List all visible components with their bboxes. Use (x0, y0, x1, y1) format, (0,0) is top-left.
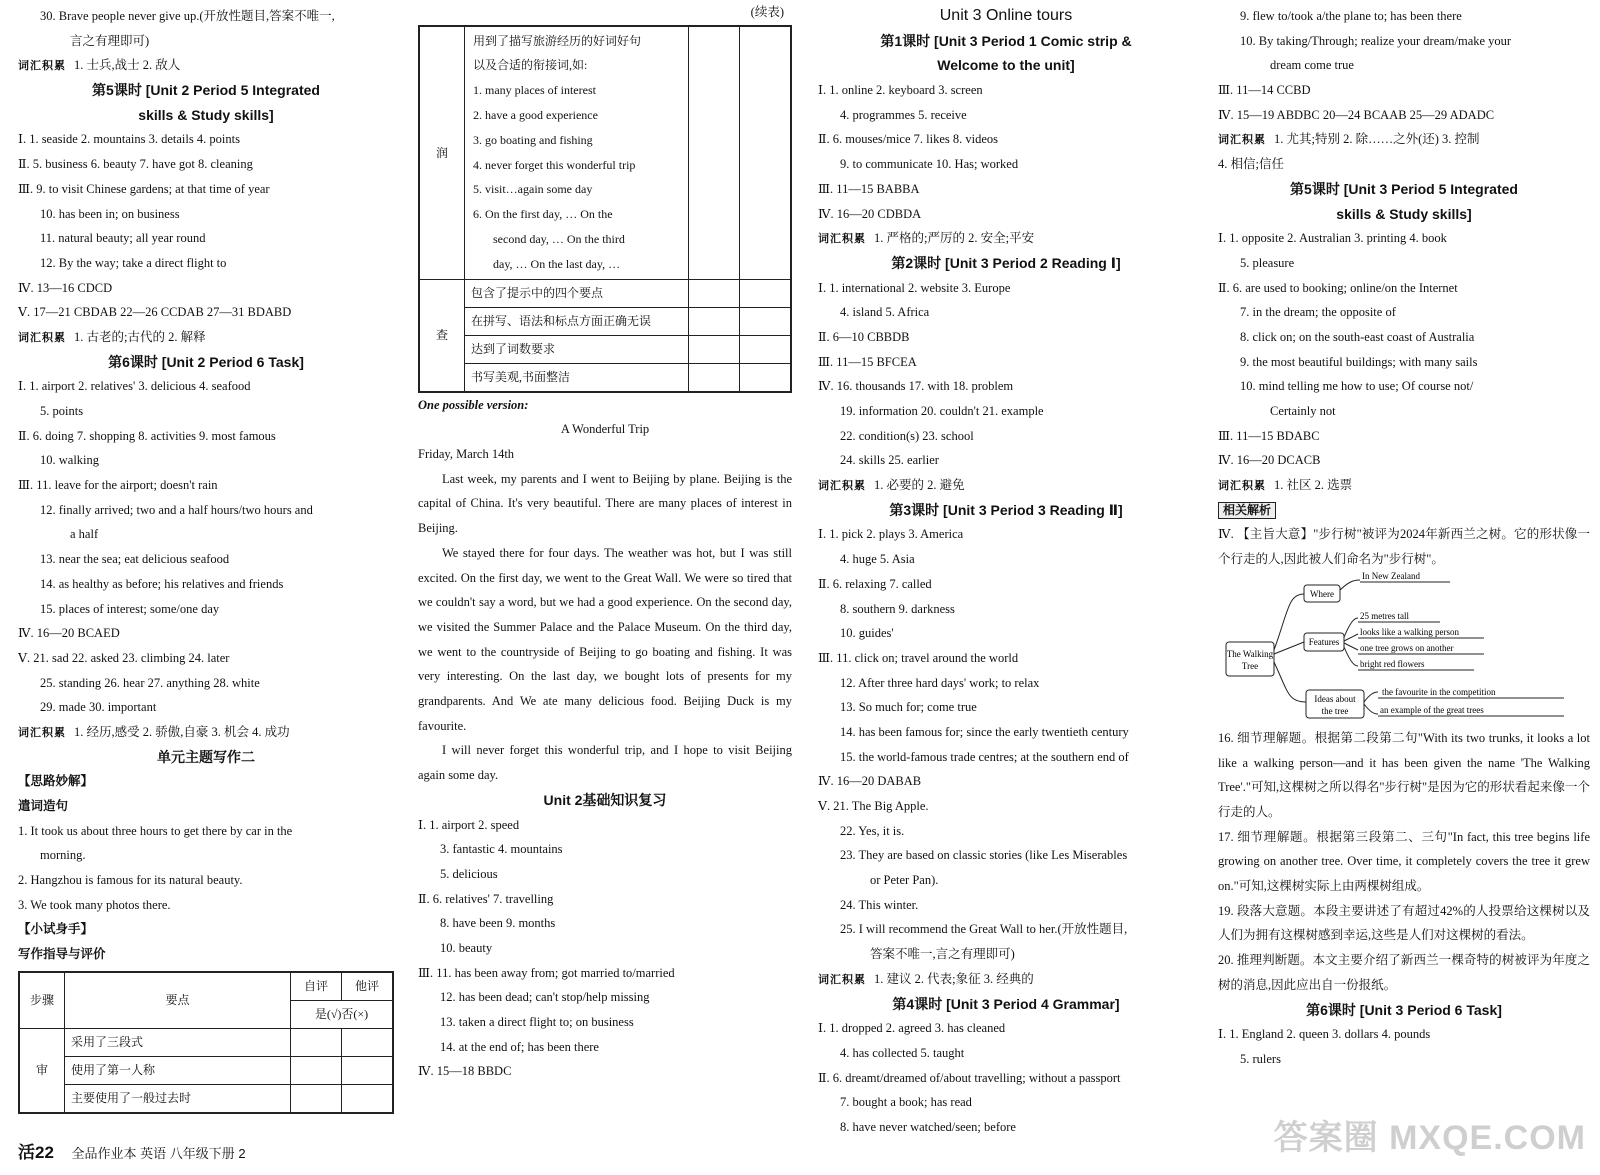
lesson-heading: 第1课时 [Unit 3 Period 1 Comic strip & (880, 32, 1132, 49)
answer-line: Ⅳ. 13—16 CDCD (18, 280, 113, 295)
answer-line: 13. So much for; come true (840, 700, 977, 715)
table-header: 步骤 (19, 972, 65, 1029)
answer-line: Ⅲ. 11—15 BDABC (1218, 428, 1320, 443)
answer-line: Ⅰ. 1. airport 2. relatives' 3. delicious 4. seafood (18, 379, 251, 394)
mm-idea-1: the favourite in the competition (1382, 686, 1496, 697)
section-label: 遣词造句 (18, 799, 69, 813)
answer-line: Ⅱ. 6. mouses/mice 7. likes 8. videos (818, 132, 999, 147)
lesson-heading: skills & Study skills] (1336, 205, 1472, 222)
answer-line: Ⅳ. 15—18 BBDC (418, 1064, 512, 1079)
answer-line: 5. delicious (440, 866, 498, 881)
mm-ideas: Ideas about (1314, 693, 1356, 704)
table-cell: 在拼写、语法和标点方面正确无误 (465, 307, 689, 335)
table-line: day, … On the last day, … (493, 256, 621, 271)
lesson-heading: 第5课时 [Unit 3 Period 5 Integrated (1290, 180, 1518, 197)
answer-line: Ⅲ. 9. to visit Chinese gardens; at that time of year (18, 181, 270, 196)
section-label: 写作指导与评价 (18, 947, 106, 962)
answer-line: Ⅱ. 5. business 6. beauty 7. have got 8. cleaning (18, 157, 253, 172)
answer-line: Certainly not (1270, 404, 1336, 418)
answer-line: 7. in the dream; the opposite of (1240, 305, 1396, 320)
table-header: 他评 (342, 972, 394, 1001)
column-3 (818, 0, 1194, 1175)
answer-line: Ⅰ. 1. international 2. website 3. Europe (818, 280, 1011, 295)
table-cell: 主要使用了一般过去时 (65, 1084, 291, 1113)
lesson-heading: 第6课时 [Unit 3 Period 6 Task] (1306, 1001, 1502, 1018)
mm-root-label-2: Tree (1241, 660, 1259, 671)
lesson-heading: 第6课时 [Unit 2 Period 6 Task] (108, 353, 304, 370)
essay-paragraph: We stayed there for four days. The weather was hot, but I was still excited. On the first day, we went to the Great Wall. We were so tired that we couldn't say a word, but we had a good experience. On the second day, we visited the Summer Palace and the Palace Museum. On the third day, we went to the countryside of Beijing to go boating and fishing. It was very interesting. On the last day, we bought lots of presents for my grandparents. And We ate many delicious food. Beijing Duck is my favourite. (418, 545, 792, 733)
answer-line: 14. has been famous for; since the early twentieth century (840, 724, 1129, 739)
answer-line: Ⅰ. 1. dropped 2. agreed 3. has cleaned (818, 1021, 1006, 1036)
answer-line: 22. condition(s) 23. school (840, 428, 974, 443)
mind-map (1218, 572, 1590, 722)
vocab-line: 词汇积累 1. 经历,感受 2. 骄傲,自豪 3. 机会 4. 成功 (18, 724, 290, 739)
review-heading: Unit 2基础知识复习 (543, 791, 667, 808)
column-1 (18, 0, 394, 1175)
answer-line: 9. to communicate 10. Has; worked (840, 157, 1019, 172)
section-label: 【思路妙解】 (18, 774, 94, 789)
answer-line: 4. has collected 5. taught (840, 1045, 965, 1060)
answer-line: Ⅰ. 1. airport 2. speed (418, 817, 520, 832)
table-line: 3. go boating and fishing (473, 132, 593, 147)
answer-line: Ⅰ. 1. online 2. keyboard 3. screen (818, 83, 983, 98)
answer-line: Ⅰ. 1. England 2. queen 3. dollars 4. pounds (1218, 1027, 1431, 1042)
mm-feature-1: 25 metres tall (1360, 610, 1409, 621)
answer-line: 23. They are based on classic stories (like Les Miserables (840, 848, 1128, 863)
vocab-line: 词汇积累 1. 古老的;古代的 2. 解释 (18, 329, 206, 344)
mm-features: Features (1308, 636, 1340, 647)
table-line: 以及合适的衔接词,如: (473, 58, 588, 73)
answer-line: Ⅴ. 21. sad 22. asked 23. climbing 24. later (18, 650, 230, 665)
vocab-line: 词汇积累 1. 建议 2. 代表;象征 3. 经典的 (818, 971, 1034, 986)
answer-line: 言之有理即可) (70, 33, 150, 48)
answer-line: Ⅱ. 6. doing 7. shopping 8. activities 9. most famous (18, 428, 276, 443)
answer-line: 9. the most beautiful buildings; with many sails (1240, 354, 1478, 369)
answer-line: 15. places of interest; some/one day (40, 601, 220, 616)
answer-line: 3. fantastic 4. mountains (440, 842, 563, 857)
vocab-line: 词汇积累 1. 严格的;严厉的 2. 安全;平安 (818, 231, 1035, 246)
mm-ideas-2: the tree (1321, 705, 1349, 716)
watermark: 答案圈 MXQE.COM (1273, 1119, 1586, 1157)
answer-line: Ⅴ. 17—21 CBDAB 22—26 CCDAB 27—31 BDABD (18, 305, 292, 320)
answer-line: 10. By taking/Through; realize your dream/make your (1240, 33, 1512, 48)
answer-line: 22. Yes, it is. (840, 823, 905, 838)
essay-title: A Wonderful Trip (560, 422, 650, 437)
answer-line: dream come true (1270, 58, 1354, 73)
lesson-heading: 第3课时 [Unit 3 Period 3 Reading Ⅱ] (889, 501, 1123, 518)
column-4 (1218, 0, 1590, 1175)
answer-line: 29. made 30. important (40, 700, 157, 715)
answer-line: Ⅲ. 11. leave for the airport; doesn't rain (18, 478, 218, 493)
table-cell: 书写美观,书面整洁 (465, 363, 689, 392)
table-line: 1. many places of interest (473, 83, 596, 98)
answer-line: 10. beauty (440, 940, 493, 955)
column-2 (418, 0, 792, 1175)
answer-line: Ⅳ. 15—19 ABDBC 20—24 BCAAB 25—29 ADADC (1218, 107, 1495, 122)
essay-paragraph: Last week, my parents and I went to Beijing by plane. Beijing is the capital of China. It's very beautiful. There are many places of interest in Beijing. (418, 471, 792, 536)
mm-feature-2: looks like a walking person (1360, 626, 1459, 637)
answer-line: 5. points (40, 404, 84, 418)
continued-label: (续表) (750, 5, 784, 19)
analysis-note: 19. 段落大意题。本段主要讲述了有超过42%的人投票给这棵树以及人们为拥有这棵树感到幸运,这些是人们对这棵树的看法。 (1218, 903, 1590, 943)
answer-line: 12. After three hard days' work; to relax (840, 675, 1040, 690)
analysis-note: 20. 推理判断题。本文主要介绍了新西兰一棵奇特的树被评为年度之树的消息,因此应出自一份报纸。 (1218, 953, 1590, 992)
answer-line: 4. 相信;信任 (1218, 157, 1284, 172)
lesson-heading: 第2课时 [Unit 3 Period 2 Reading Ⅰ] (891, 254, 1121, 271)
answer-line: Ⅲ. 11—15 BABBA (818, 181, 920, 196)
mm-where-value: In New Zealand (1362, 571, 1420, 581)
answer-line: 14. at the end of; has been there (440, 1039, 599, 1054)
answer-line: Ⅲ. 11. has been away from; got married to/married (418, 965, 675, 980)
answer-line: Ⅳ. 16—20 CDBDA (818, 206, 922, 221)
mm-root-label: The Walking (1226, 648, 1274, 659)
vocab-line: 词汇积累 1. 社区 2. 选票 (1218, 478, 1353, 493)
answer-line: Ⅳ. 16—20 BCAED (18, 626, 120, 641)
analysis-tag: 相关解析 (1218, 502, 1276, 519)
answer-line: Ⅱ. 6. dreamt/dreamed of/about travelling; without a passport (818, 1070, 1121, 1085)
mm-link (1274, 642, 1304, 654)
answer-line: 8. have never watched/seen; before (840, 1119, 1016, 1134)
answer-line: 25. I will recommend the Great Wall to her.(开放性题目, (840, 922, 1128, 937)
mm-feature-4: bright red flowers (1360, 658, 1425, 669)
answer-line: 10. mind telling me how to use; Of course not/ (1240, 379, 1474, 394)
table-cell: 包含了提示中的四个要点 (465, 279, 689, 307)
mm-link (1274, 594, 1304, 650)
answer-line: Ⅱ. 6. relaxing 7. called (818, 576, 932, 591)
answer-line: Ⅲ. 11—14 CCBD (1218, 83, 1311, 98)
answer-line: 5. rulers (1240, 1051, 1281, 1066)
answer-line: 12. has been dead; can't stop/help missing (440, 990, 650, 1005)
mm-link (1274, 662, 1306, 702)
answer-line: or Peter Pan). (870, 873, 939, 888)
answer-line: 8. click on; on the south-east coast of Australia (1240, 329, 1475, 344)
table-line: 6. On the first day, … On the (473, 207, 613, 222)
answer-line: 5. pleasure (1240, 255, 1295, 270)
rubric-table (18, 971, 394, 1114)
answer-line: Ⅴ. 21. The Big Apple. (818, 799, 929, 813)
analysis-note: 17. 细节理解题。根据第三段第二、三句"In fact, this tree begins life growing on another tree. Over time, it completely covers the tree it grew on."可知,这棵树实际上由两棵树组成。 (1218, 829, 1590, 894)
page-footer (18, 1138, 246, 1163)
answer-line: 30. Brave people never give up.(开放性题目,答案不唯一, (40, 9, 335, 23)
answer-line: Ⅱ. 6—10 CBBDB (818, 329, 910, 344)
answer-line: 8. southern 9. darkness (840, 601, 955, 616)
answer-line: 10. has been in; on business (40, 206, 180, 221)
rubric-table-continued (418, 25, 792, 393)
table-line: 4. never forget this wonderful trip (473, 157, 636, 172)
section-label: 【小试身手】 (18, 922, 94, 937)
answer-line: 3. We took many photos there. (18, 897, 171, 912)
answer-line: 12. finally arrived; two and a half hours/two hours and (40, 502, 313, 517)
analysis-tag-row (1218, 498, 1590, 523)
table-line: 5. visit…again some day (473, 182, 593, 197)
table-cell: 查 (419, 279, 465, 392)
answer-line: 19. information 20. couldn't 21. example (840, 404, 1044, 418)
answer-line: 10. guides' (840, 626, 894, 641)
answer-line: Ⅱ. 6. relatives' 7. travelling (418, 891, 554, 906)
answer-line: 4. island 5. Africa (840, 305, 930, 320)
answer-line: 9. flew to/took a/the plane to; has been there (1240, 9, 1462, 23)
table-cell: 采用了三段式 (65, 1028, 291, 1056)
essay-date: Friday, March 14th (418, 447, 515, 462)
book-title: 全品作业本 英语 八年级下册 2 (71, 1146, 246, 1161)
answer-line: Ⅰ. 1. pick 2. plays 3. America (818, 527, 964, 542)
answer-line: 7. bought a book; has read (840, 1095, 972, 1110)
answer-line: 10. walking (40, 453, 100, 468)
answer-line: 2. Hangzhou is famous for its natural beauty. (18, 873, 243, 888)
table-cell: 达到了词数要求 (465, 335, 689, 363)
vocab-line: 词汇积累 1. 必要的 2. 避免 (818, 478, 965, 493)
answer-line: Ⅱ. 6. are used to booking; online/on the Internet (1218, 280, 1458, 295)
mm-feature-3: one tree grows on another (1360, 642, 1454, 653)
answer-line: 11. natural beauty; all year round (40, 231, 206, 246)
answer-line: Ⅰ. 1. seaside 2. mountains 3. details 4. points (18, 132, 240, 147)
table-cell: 润 (419, 26, 465, 279)
answer-line: Ⅳ. 16. thousands 17. with 18. problem (818, 379, 1014, 394)
answer-line: 4. programmes 5. receive (840, 107, 967, 122)
lesson-heading: skills & Study skills] (138, 106, 274, 123)
answer-line: 24. skills 25. earlier (840, 453, 939, 468)
table-line: 2. have a good experience (473, 108, 598, 123)
answer-line: Ⅳ. 16—20 DABAB (818, 774, 922, 789)
table-cell: 使用了第一人称 (65, 1056, 291, 1084)
table-line: second day, … On the third (493, 232, 625, 247)
writing-heading: 单元主题写作二 (157, 748, 255, 765)
table-cell: 审 (19, 1028, 65, 1113)
page-number: 活22 (18, 1143, 54, 1162)
gist-paragraph: Ⅳ. 【主旨大意】"步行树"被评为2024年新西兰之树。它的形状像一个行走的人,因此被人们命名为"步行树"。 (1218, 527, 1590, 567)
answer-line: 8. have been 9. months (440, 916, 556, 931)
answer-line: a half (70, 527, 99, 542)
mm-link (1338, 580, 1360, 592)
answer-line: Ⅲ. 11. click on; travel around the world (818, 650, 1019, 665)
mm-where: Where (1310, 588, 1334, 599)
vocab-line: 词汇积累 1. 士兵,战士 2. 敌人 (18, 58, 181, 73)
essay-paragraph: I will never forget this wonderful trip, and I hope to visit Beijing again some day. (418, 743, 792, 783)
answer-line: 1. It took us about three hours to get there by car in the (18, 823, 293, 838)
answer-line: 4. huge 5. Asia (840, 552, 915, 567)
table-header: 自评 (291, 972, 342, 1001)
lesson-heading: 第5课时 [Unit 2 Period 5 Integrated (92, 82, 320, 99)
table-header: 是(√)否(×) (291, 1000, 394, 1028)
answer-line: 答案不唯一,言之有理即可) (870, 947, 1015, 962)
answer-line: 13. near the sea; eat delicious seafood (40, 552, 230, 567)
lesson-heading: 第4课时 [Unit 3 Period 4 Grammar] (892, 995, 1120, 1012)
answer-line: 24. This winter. (840, 897, 919, 912)
answer-line: Ⅰ. 1. opposite 2. Australian 3. printing 4. book (1218, 231, 1447, 246)
sample-label: One possible version: (418, 397, 529, 412)
answer-line: Ⅳ. 16—20 DCACB (1218, 453, 1321, 468)
vocab-line: 词汇积累 1. 尤其;特别 2. 除……之外(还) 3. 控制 (1218, 132, 1480, 147)
mm-link (1364, 704, 1378, 714)
lesson-heading: Welcome to the unit] (937, 57, 1075, 74)
answer-line: Ⅲ. 11—15 BFCEA (818, 354, 917, 369)
analysis-note: 16. 细节理解题。根据第二段第二句"With its two trunks, it looks a lot like a walking person—and it has been given the name 'The Walking Tree'."可知,这棵树之所以得名"步行树"是因为它的形状看起来像一个行走的人。 (1218, 730, 1590, 819)
answer-line: 25. standing 26. hear 27. anything 28. white (40, 675, 260, 690)
table-header: 要点 (65, 972, 291, 1029)
answer-line: 13. taken a direct flight to; on business (440, 1015, 634, 1030)
answer-line: morning. (40, 848, 86, 863)
unit-title: Unit 3 Online tours (939, 7, 1073, 24)
table-line: 用到了描写旅游经历的好词好句 (473, 33, 642, 48)
answer-line: 15. the world-famous trade centres; at the southern end of (840, 749, 1129, 764)
answer-line: 14. as healthy as before; his relatives and friends (40, 576, 284, 591)
mm-idea-2: an example of the great trees (1380, 704, 1484, 715)
mm-link (1364, 692, 1378, 702)
answer-line: 12. By the way; take a direct flight to (40, 255, 227, 270)
